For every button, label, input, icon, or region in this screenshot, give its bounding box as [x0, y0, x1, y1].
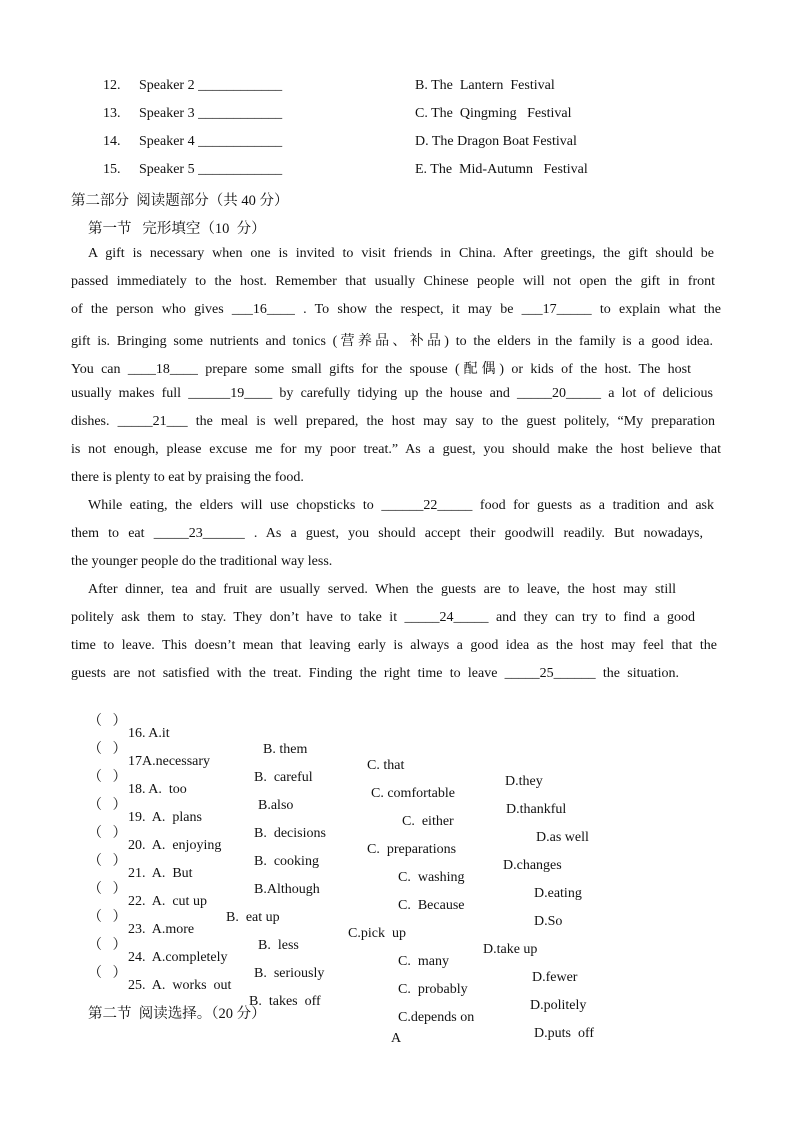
passage-line: dishes. _____21___ the meal is well prepared, the host may say to the guest politely, “My preparation [71, 414, 715, 429]
option-c: C. preparations [367, 842, 457, 857]
answer-blank[interactable]: （ ） [88, 966, 127, 981]
matching-speaker: Speaker 2 ____________ [139, 78, 283, 93]
option-b: B. seriously [254, 966, 325, 981]
passage-line: of the person who gives ___16____ . To show the respect, it may be ___17_____ to explain what the [71, 302, 721, 317]
answer-blank[interactable]: （ ） [88, 882, 127, 897]
option-b: B. decisions [254, 826, 326, 841]
passage-line: them to eat _____23______ . As a guest, you should accept their goodwill readily. But nowadays, [71, 526, 703, 541]
option-c: C. that [367, 758, 405, 773]
answer-blank[interactable]: （ ） [88, 826, 127, 841]
matching-festival: B. The Lantern Festival [415, 78, 555, 93]
part2-title: 第二部分 阅读题部分（共 40 分） [71, 193, 289, 209]
option-b: B. less [258, 938, 299, 953]
section1-title: 第一节 完形填空（10 分） [88, 221, 266, 237]
option-a: 21. A. But [128, 866, 193, 881]
answer-blank[interactable]: （ ） [88, 854, 127, 869]
answer-blank[interactable]: （ ） [88, 910, 127, 925]
matching-festival: E. The Mid-Autumn Festival [415, 162, 588, 177]
option-d: D.as well [536, 830, 589, 845]
option-b: B.Although [254, 882, 320, 897]
option-d: D.So [534, 914, 563, 929]
option-d: D.puts off [534, 1026, 595, 1041]
option-a: 16. A.it [128, 726, 170, 741]
option-c: C. washing [398, 870, 465, 885]
option-b: B.also [258, 798, 294, 813]
answer-blank[interactable]: （ ） [88, 798, 127, 813]
option-a: 24. A.completely [128, 950, 228, 965]
passage-line: A gift is necessary when one is invited to visit friends in China. After greetings, the gift should be [88, 246, 714, 261]
passage-line: passed immediately to the host. Remember that usually Chinese people will not open the gift in front [71, 274, 715, 289]
option-a: 17A.necessary [128, 754, 211, 769]
option-a: 19. A. plans [128, 810, 202, 825]
option-d: D.politely [530, 998, 587, 1013]
matching-number: 15. [103, 162, 121, 177]
matching-speaker: Speaker 4 ____________ [139, 134, 283, 149]
option-c: C. Because [398, 898, 465, 913]
option-d: D.take up [483, 942, 538, 957]
passage-line: You can ____18____ prepare some small gifts for the spouse (配偶) or kids of the host. The host [71, 362, 691, 377]
passage-line: While eating, the elders will use chopsticks to ______22_____ food for guests as a tradition and ask [88, 498, 714, 513]
answer-blank[interactable]: （ ） [88, 770, 127, 785]
option-d: D.they [505, 774, 543, 789]
section2-title: 第二节 阅读选择。（20 分） [88, 1006, 266, 1022]
option-b: B. takes off [249, 994, 321, 1009]
matching-speaker: Speaker 5 ____________ [139, 162, 283, 177]
option-a: 18. A. too [128, 782, 187, 797]
matching-number: 12. [103, 78, 121, 93]
matching-number: 13. [103, 106, 121, 121]
passage-line: After dinner, tea and fruit are usually served. When the guests are to leave, the host may still [88, 582, 676, 597]
option-b: B. careful [254, 770, 313, 785]
option-d: D.fewer [532, 970, 578, 985]
passage-label: A [391, 1031, 402, 1046]
answer-blank[interactable]: （ ） [88, 938, 127, 953]
answer-blank[interactable]: （ ） [88, 742, 127, 757]
matching-festival: D. The Dragon Boat Festival [415, 134, 577, 149]
matching-number: 14. [103, 134, 121, 149]
passage-line: there is plenty to eat by praising the food. [71, 470, 304, 485]
passage-line: usually makes full ______19____ by carefully tidying up the house and _____20_____ a lot of delicious [71, 386, 713, 401]
passage-line: politely ask them to stay. They don’t have to take it _____24_____ and they can try to find a good [71, 610, 695, 625]
matching-speaker: Speaker 3 ____________ [139, 106, 283, 121]
option-c: C. probably [398, 982, 468, 997]
option-b: B. cooking [254, 854, 319, 869]
passage-line: gift is. Bringing some nutrients and tonics (营养品、补品) to the elders in the family is a good idea. [71, 334, 713, 349]
passage-line: the younger people do the traditional way less. [71, 554, 333, 569]
option-a: 20. A. enjoying [128, 838, 222, 853]
option-d: D.thankful [506, 802, 567, 817]
option-c: C. many [398, 954, 449, 969]
option-a: 22. A. cut up [128, 894, 207, 909]
passage-line: time to leave. This doesn’t mean that leaving early is always a good idea as the host may feel that the [71, 638, 717, 653]
answer-blank[interactable]: （ ） [88, 714, 127, 729]
option-d: D.eating [534, 886, 582, 901]
option-c: C.depends on [398, 1010, 475, 1025]
option-d: D.changes [503, 858, 562, 873]
option-b: B. them [263, 742, 308, 757]
option-c: C. either [402, 814, 454, 829]
option-c: C.pick up [348, 926, 406, 941]
option-c: C. comfortable [371, 786, 455, 801]
option-b: B. eat up [226, 910, 280, 925]
option-a: 23. A.more [128, 922, 195, 937]
matching-festival: C. The Qingming Festival [415, 106, 572, 121]
option-a: 25. A. works out [128, 978, 232, 993]
passage-line: guests are not satisfied with the treat. Finding the right time to leave _____25______ the situation. [71, 666, 679, 681]
passage-line: is not enough, please excuse me for my poor treat.” As a guest, you should make the host believe that [71, 442, 721, 457]
